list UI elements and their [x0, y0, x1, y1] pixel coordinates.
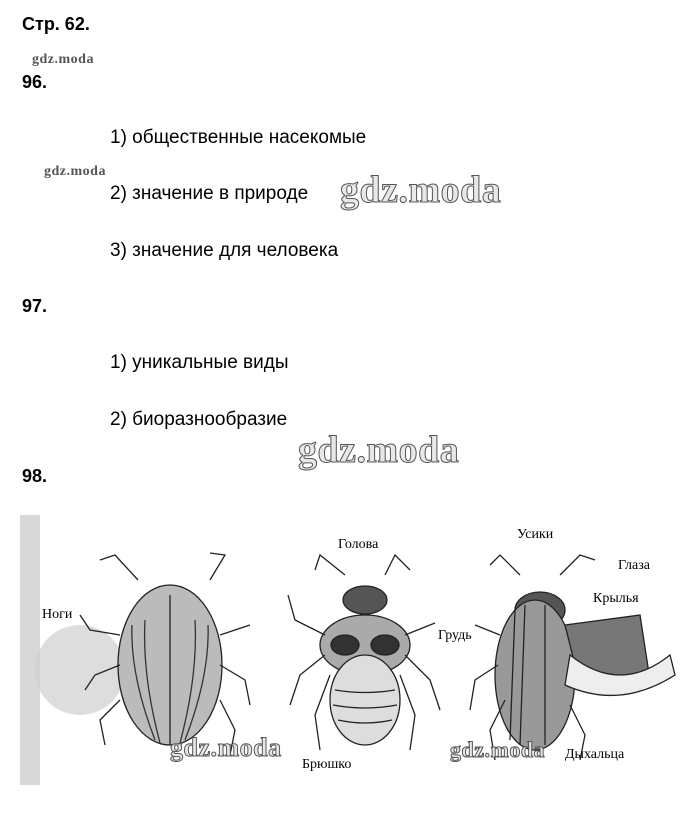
task-97-item-2: 2) биоразнообразие — [110, 409, 288, 430]
label-wings: Крылья — [593, 591, 639, 606]
task-97-item-1: 1) уникальные виды — [110, 352, 289, 373]
task-96-item-1: 1) общественные насекомые — [110, 127, 367, 148]
beetle-bottom-view — [288, 555, 440, 750]
label-thorax: Грудь — [438, 628, 472, 643]
label-legs: Ноги — [42, 607, 73, 622]
watermark-small: gdz.moda — [32, 52, 94, 67]
watermark-medium: gdz.moda — [450, 737, 546, 762]
label-abdomen: Брюшко — [302, 757, 352, 772]
page-title: Стр. 62. — [22, 14, 90, 34]
task-number-96: 96. — [22, 72, 48, 92]
task-number-97: 97. — [22, 296, 48, 316]
watermark-large: gdz.moda — [298, 429, 460, 471]
task-number-98: 98. — [22, 466, 48, 486]
task-96-item-2: 2) значение в природе — [110, 183, 309, 204]
label-eyes: Глаза — [618, 558, 650, 573]
beetle-figure — [20, 515, 685, 785]
label-antennae: Усики — [517, 527, 554, 542]
beetle-with-wings — [470, 555, 675, 760]
watermark-small: gdz.moda — [44, 164, 106, 179]
label-spiracle: Дыхальца — [565, 747, 625, 762]
label-head: Голова — [338, 537, 379, 552]
watermark-large: gdz.moda — [340, 169, 502, 211]
watermark-medium: gdz.moda — [170, 733, 282, 762]
task-96-item-3: 3) значение для человека — [110, 240, 339, 261]
beetle-drawings — [20, 515, 685, 785]
